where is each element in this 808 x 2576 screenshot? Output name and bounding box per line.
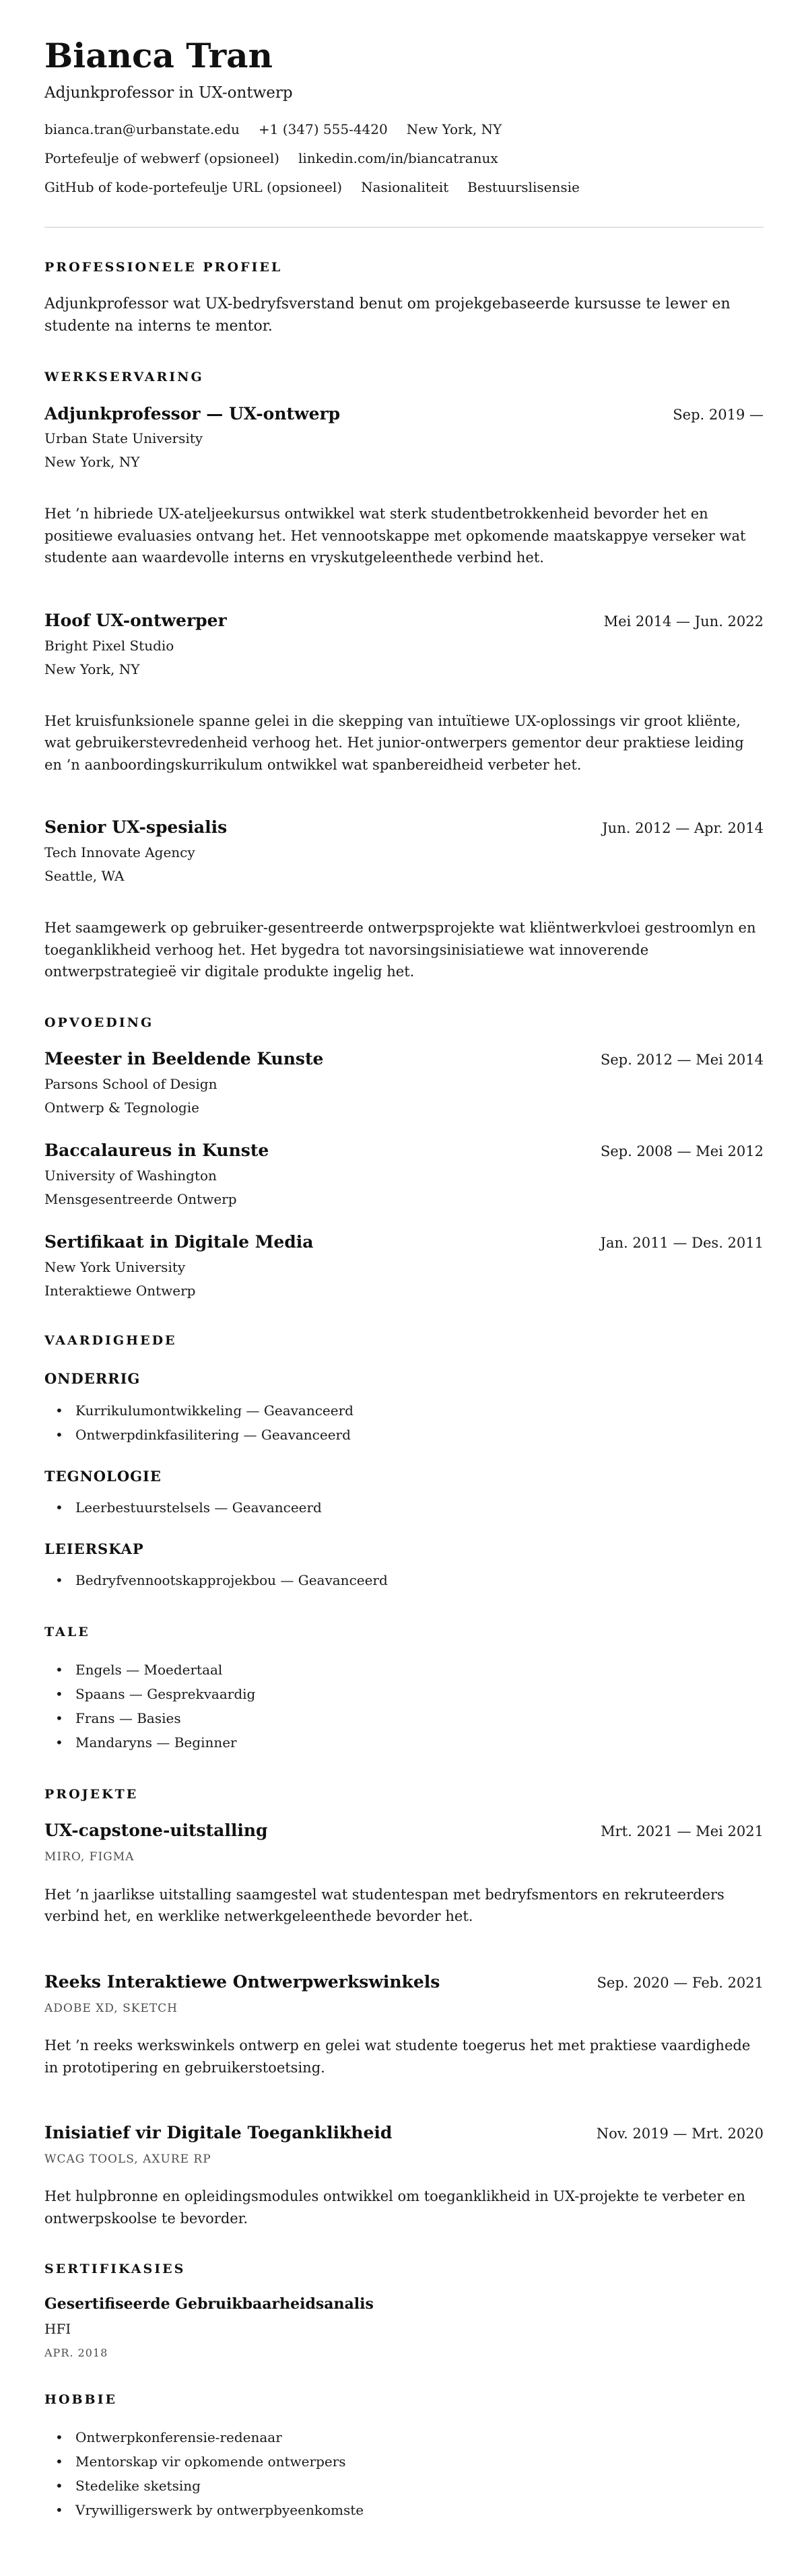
degree-title: Meester in Beeldende Kunste bbox=[44, 1049, 324, 1069]
section-profile bbox=[44, 259, 764, 337]
school-name: New York University bbox=[44, 1258, 186, 1275]
job-location: New York, NY bbox=[44, 660, 140, 677]
job-entry bbox=[44, 816, 764, 982]
education-heading: OPVOEDING bbox=[44, 1015, 154, 1030]
certification-issuer: HFI bbox=[44, 2320, 71, 2337]
skill-item: • Bedryfvennootskapprojekbou — Geavanceerd bbox=[44, 1568, 764, 1592]
education-entry-head bbox=[44, 1231, 764, 1254]
hobbies-heading: HOBBIE bbox=[44, 2392, 117, 2408]
job-company: Urban State University bbox=[44, 430, 203, 447]
project-dates: Mrt. 2021 — Mei 2021 bbox=[601, 1823, 764, 1840]
person-name: Bianca Tran bbox=[44, 36, 273, 75]
contact-row-2 bbox=[44, 149, 764, 167]
field-of-study: Interaktiewe Ontwerp bbox=[44, 1282, 196, 1299]
work-heading: WERKSERVARING bbox=[44, 369, 204, 384]
skill-item: • Kurrikulumontwikkeling — Geavanceerd bbox=[44, 1398, 764, 1423]
section-skills bbox=[44, 1332, 764, 1593]
resume-header bbox=[44, 36, 764, 196]
job-description: Het kruisfunksionele spanne gelei in die skepping van intuïtiewe UX-oplossings vir groot kliënte, wat gebruikerstevredenheid verhoog het. Het junior-ontwerpers gementor deur praktiese leiding en ’n aanboordingskurrikulum ontwikkel wat spanbereidheid verbeter het. bbox=[44, 712, 744, 773]
certification-date: APR. 2018 bbox=[44, 2346, 108, 2359]
job-description: Het saamgewerk op gebruiker-gesentreerde ontwerpsprojekte wat kliëntwerkvloei gestroomlyn en toeganklikheid verhoog het. Het bygedra tot navorsingsinisiatiewe wat innoverende ontwerpstrategieë vir digitale produkte ingelig het. bbox=[44, 920, 756, 980]
job-entry-head bbox=[44, 609, 764, 632]
language-item: • Frans — Basies bbox=[44, 1706, 764, 1730]
project-description: Het ’n reeks werkswinkels ontwerp en gelei wat studente toegerus het met praktiese vaardighede in prototipering en gebruikerstoetsing. bbox=[44, 2037, 751, 2076]
contact-row-1 bbox=[44, 121, 764, 138]
field-of-study: Ontwerp & Tegnologie bbox=[44, 1099, 199, 1116]
job-dates: Mei 2014 — Jun. 2022 bbox=[603, 613, 764, 630]
contact-nationality: Nasionaliteit bbox=[361, 179, 449, 196]
certification-entry bbox=[44, 2295, 764, 2360]
project-title: Inisiatief vir Digitale Toeganklikheid bbox=[44, 2123, 393, 2143]
contact-portfolio: Portefeulje of webwerf (opsioneel) bbox=[44, 150, 279, 167]
school-name: University of Washington bbox=[44, 1167, 217, 1184]
degree-title: Baccalaureus in Kunste bbox=[44, 1141, 269, 1161]
project-dates: Nov. 2019 — Mrt. 2020 bbox=[596, 2126, 764, 2142]
degree-title: Sertifikaat in Digitale Media bbox=[44, 1231, 314, 1252]
job-company: Tech Innovate Agency bbox=[44, 844, 195, 861]
contact-drivers-license: Bestuurslisensie bbox=[467, 179, 580, 196]
contact-row-3 bbox=[44, 178, 764, 196]
contact-linkedin: linkedin.com/in/biancatranux bbox=[298, 150, 498, 167]
section-languages bbox=[44, 1623, 764, 1755]
job-description: Het ’n hibriede UX-ateljeekursus ontwikkel wat sterk studentbetrokkenheid bevorder het en positiewe evaluasies ontvang het. Het vennootskappe met opkomende maatskappye verseker wat studente aan waardevolle interns en vryskutgeleenthede verbind het. bbox=[44, 506, 746, 566]
projects-heading: PROJEKTE bbox=[44, 1786, 139, 1802]
hobby-item: • Vrywilligerswerk by ontwerpbyeenkomste bbox=[44, 2498, 764, 2522]
language-item: • Mandaryns — Beginner bbox=[44, 1730, 764, 1755]
certification-title: Gesertifiseerde Gebruikbaarheidsanalis bbox=[44, 2295, 374, 2313]
hobby-item: • Stedelike sketsing bbox=[44, 2474, 764, 2498]
skill-list bbox=[44, 1568, 764, 1592]
job-entry bbox=[44, 403, 764, 569]
project-entry bbox=[44, 1819, 764, 1927]
language-list bbox=[44, 1658, 764, 1755]
job-dates: Sep. 2019 — bbox=[673, 406, 764, 423]
contact-github: GitHub of kode-portefeulje URL (opsioneel) bbox=[44, 179, 343, 196]
education-entry-head bbox=[44, 1048, 764, 1071]
job-dates: Jun. 2012 — Apr. 2014 bbox=[602, 820, 764, 837]
profile-text: Adjunkprofessor wat UX-bedryfsverstand benut om projekgebaseerde kursusse te lewer en studente na interns te mentor. bbox=[44, 295, 731, 335]
education-entry bbox=[44, 1048, 764, 1118]
job-title: Hoof UX-ontwerper bbox=[44, 610, 227, 630]
job-entry-head bbox=[44, 816, 764, 839]
job-location: Seattle, WA bbox=[44, 868, 125, 885]
hobby-item: • Mentorskap vir opkomende ontwerpers bbox=[44, 2449, 764, 2474]
section-education bbox=[44, 1014, 764, 1301]
project-entry bbox=[44, 1971, 764, 2078]
contact-email: bianca.tran@urbanstate.edu bbox=[44, 121, 240, 138]
section-projects bbox=[44, 1786, 764, 2230]
project-tools: MIRO, FIGMA bbox=[44, 1850, 135, 1864]
skill-group-name: LEIERSKAP bbox=[44, 1540, 144, 1557]
section-certifications bbox=[44, 2260, 764, 2360]
job-entry-head bbox=[44, 403, 764, 426]
project-title: Reeks Interaktiewe Ontwerpwerkswinkels bbox=[44, 1971, 440, 1992]
profile-heading: PROFESSIONELE PROFIEL bbox=[44, 260, 283, 275]
school-name: Parsons School of Design bbox=[44, 1076, 217, 1093]
skills-heading: VAARDIGHEDE bbox=[44, 1332, 177, 1348]
languages-heading: TALE bbox=[44, 1625, 90, 1640]
person-title: Adjunkprofessor in UX-ontwerp bbox=[44, 83, 293, 102]
project-description: Het hulpbronne en opleidingsmodules ontwikkel om toeganklikheid in UX-projekte te verbeter en ontwerpskoolse te bevorder. bbox=[44, 2188, 745, 2227]
skill-group-name: ONDERRIG bbox=[44, 1370, 141, 1388]
education-dates: Jan. 2011 — Des. 2011 bbox=[600, 1234, 764, 1251]
project-dates: Sep. 2020 — Feb. 2021 bbox=[597, 1974, 764, 1991]
project-entry-head bbox=[44, 1971, 764, 1994]
hobby-list bbox=[44, 2425, 764, 2522]
project-entry bbox=[44, 2122, 764, 2229]
section-hobbies bbox=[44, 2391, 764, 2522]
language-item: • Engels — Moedertaal bbox=[44, 1658, 764, 1682]
education-entry bbox=[44, 1231, 764, 1301]
skill-group bbox=[44, 1369, 764, 1446]
skill-group bbox=[44, 1467, 764, 1520]
contact-info bbox=[44, 121, 764, 196]
skill-item: • Leerbestuurstelsels — Geavanceerd bbox=[44, 1495, 764, 1520]
section-work bbox=[44, 368, 764, 983]
job-entry bbox=[44, 609, 764, 776]
education-entry bbox=[44, 1139, 764, 1209]
project-title: UX-capstone-uitstalling bbox=[44, 1821, 268, 1841]
skill-group bbox=[44, 1540, 764, 1592]
contact-location: New York, NY bbox=[406, 121, 502, 138]
skill-list bbox=[44, 1495, 764, 1520]
certifications-heading: SERTIFIKASIES bbox=[44, 2262, 186, 2277]
header-divider bbox=[44, 227, 764, 228]
job-company: Bright Pixel Studio bbox=[44, 637, 174, 654]
project-entry-head bbox=[44, 2122, 764, 2144]
field-of-study: Mensgesentreerde Ontwerp bbox=[44, 1190, 237, 1207]
skill-list bbox=[44, 1398, 764, 1447]
project-entry-head bbox=[44, 1819, 764, 1842]
education-dates: Sep. 2008 — Mei 2012 bbox=[600, 1143, 764, 1160]
job-title: Senior UX-spesialis bbox=[44, 817, 228, 838]
hobby-item: • Ontwerpkonferensie-redenaar bbox=[44, 2425, 764, 2449]
skill-item: • Ontwerpdinkfasilitering — Geavanceerd bbox=[44, 1423, 764, 1447]
contact-phone: +1 (347) 555-4420 bbox=[258, 121, 388, 138]
language-item: • Spaans — Gesprekvaardig bbox=[44, 1682, 764, 1706]
education-dates: Sep. 2012 — Mei 2014 bbox=[600, 1052, 764, 1069]
job-title: Adjunkprofessor — UX-ontwerp bbox=[44, 403, 341, 423]
project-description: Het ’n jaarlikse uitstalling saamgestel wat studentespan met bedryfsmentors en rekruteerders verbind het, en werklike netwerkgeleenthede bevorder het. bbox=[44, 1886, 725, 1925]
education-entry-head bbox=[44, 1139, 764, 1162]
skill-group-name: TEGNOLOGIE bbox=[44, 1467, 162, 1485]
job-location: New York, NY bbox=[44, 454, 140, 471]
project-tools: ADOBE XD, SKETCH bbox=[44, 2001, 178, 2015]
project-tools: WCAG TOOLS, AXURE RP bbox=[44, 2152, 211, 2166]
